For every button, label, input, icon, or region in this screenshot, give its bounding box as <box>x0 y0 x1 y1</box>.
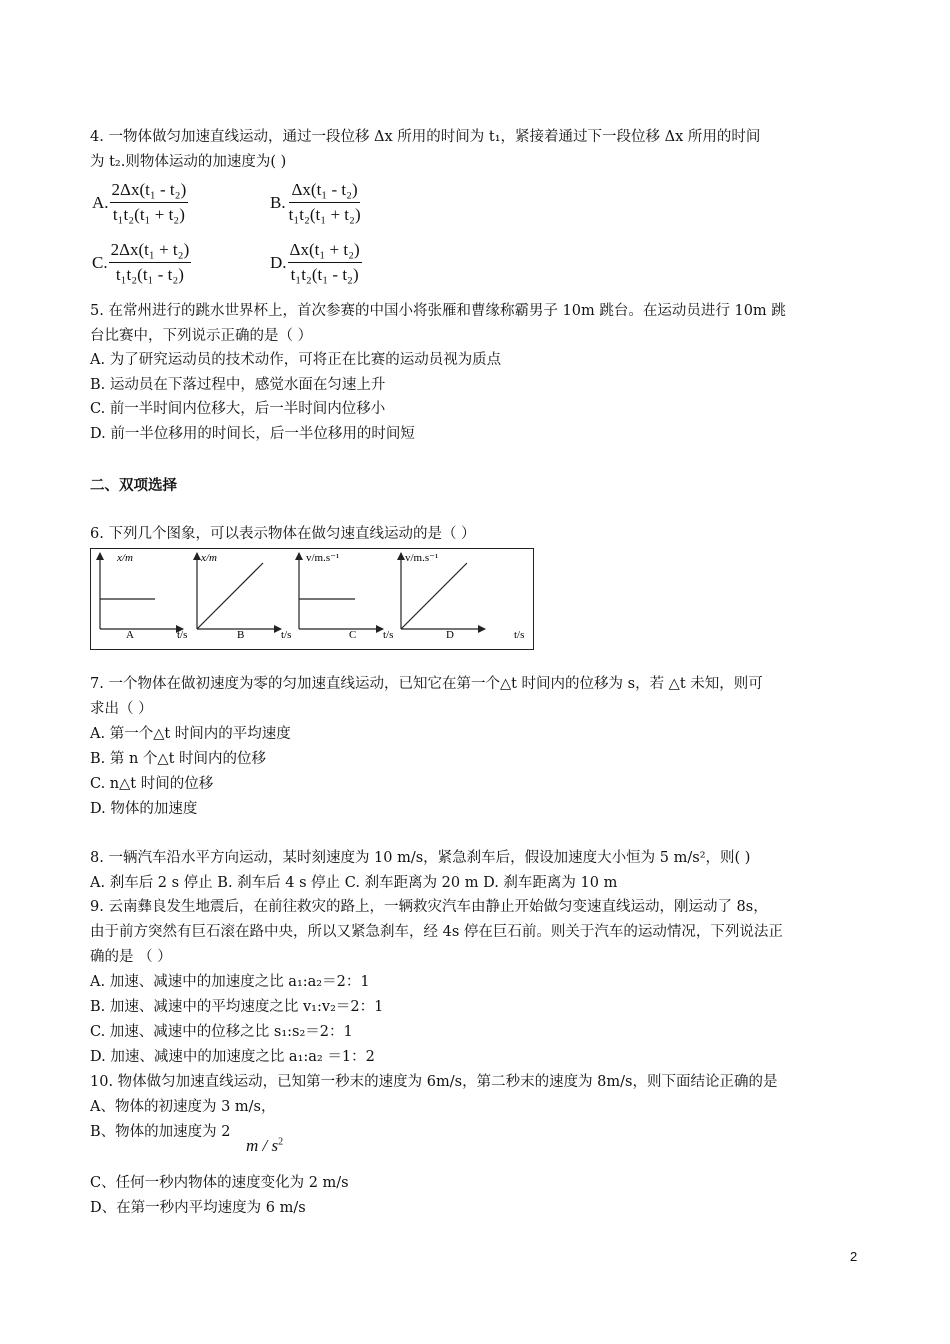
fraction-numerator: Δx(t₁ + t₂) <box>288 240 362 263</box>
graph-a <box>100 552 187 641</box>
graph-b <box>197 552 291 641</box>
graph-d-letter: D <box>446 629 454 641</box>
graph-a-x-label: t/s <box>177 629 188 641</box>
option-label: A. <box>92 192 109 212</box>
q10-stem: 10. 物体做匀加速直线运动，已知第一秒末的速度为 6m/s，第二秒末的速度为 8m/s，则下面结论正确的是 <box>90 1074 778 1090</box>
q9-stem-line3: 确的是 （ ） <box>90 949 172 965</box>
fraction-numerator: Δx(t₁ - t₂) <box>289 180 359 203</box>
q4-option-c <box>92 240 191 285</box>
q7-option-a: A. 第一个△t 时间内的平均速度 <box>90 726 291 742</box>
q10-option-b: B、物体的加速度为 2 <box>90 1124 231 1140</box>
graph-b-plot-line <box>197 563 263 629</box>
q9-option-b: B. 加速、减速中的平均速度之比 v₁:v₂＝2：1 <box>90 999 384 1015</box>
q4-option-d <box>270 240 362 285</box>
q5-option-c: C. 前一半时间内位移大，后一半时间内位移小 <box>90 401 386 417</box>
q6-stem: 6. 下列几个图象，可以表示物体在做匀速直线运动的是（ ） <box>90 526 476 542</box>
option-label: B. <box>270 192 286 212</box>
graph-d <box>401 552 524 641</box>
fraction-numerator: 2Δx(t₁ + t₂) <box>109 240 192 263</box>
q5-stem-line2: 台比赛中，下列说示正确的是（ ） <box>90 328 313 344</box>
graph-c <box>299 552 393 641</box>
q6-graphs <box>91 549 533 649</box>
q10-option-c: C、任何一秒内物体的速度变化为 2 m/s <box>90 1175 349 1191</box>
q5-option-a: A. 为了研究运动员的技术动作，可将正在比赛的运动员视为质点 <box>90 352 502 368</box>
fraction-denominator: t₁t₂(t₁ - t₂) <box>290 265 359 284</box>
graph-b-y-label: x/m <box>201 552 217 564</box>
option-label: D. <box>270 252 287 272</box>
q5-option-b: B. 运动员在下落过程中，感觉水面在匀速上升 <box>90 377 386 393</box>
q9-option-c: C. 加速、减速中的位移之比 s₁:s₂＝2：1 <box>90 1024 353 1040</box>
section-heading: 二、双项选择 <box>90 478 177 494</box>
q5-stem-line1: 5. 在常州进行的跳水世界杯上，首次参赛的中国小将张雁和曹缘称霸男子 10m 跳台。在运动员进行 10m 跳 <box>90 303 786 319</box>
graph-d-plot-line <box>401 563 467 629</box>
q9-stem-line2: 由于前方突然有巨石滚在路中央，所以又紧急刹车，经 4s 停在巨石前。则关于汽车的运动情况，下列说法正 <box>90 924 783 940</box>
q7-option-b: B. 第 n 个△t 时间内的位移 <box>90 751 267 767</box>
q7-stem-line2: 求出（ ） <box>90 701 153 717</box>
graph-b-letter: B <box>237 629 245 641</box>
q9-option-d: D. 加速、减速中的加速度之比 a₁:a₂ ＝1：2 <box>90 1049 375 1065</box>
q7-stem-line1: 7. 一个物体在做初速度为零的匀加速直线运动，已知它在第一个△t 时间内的位移为 s，若 △t 未知，则可 <box>90 676 763 692</box>
page-number: 2 <box>850 1249 858 1264</box>
graph-a-letter: A <box>126 629 134 641</box>
fraction-denominator: t₁t₂(t₁ + t₂) <box>288 205 361 224</box>
q8-options: A. 刹车后 2 s 停止 B. 刹车后 4 s 停止 C. 刹车距离为 20 m D. 刹车距离为 10 m <box>90 875 618 891</box>
q7-option-c: C. n△t 时间的位移 <box>90 776 214 792</box>
q10-option-b-unit <box>246 1136 283 1156</box>
graph-c-x-label: t/s <box>383 629 394 641</box>
graph-b-x-label: t/s <box>281 629 292 641</box>
q4-stem-line2: 为 t₂.则物体运动的加速度为( ) <box>90 154 287 170</box>
q4-stem-line1: 4. 一物体做匀加速直线运动，通过一段位移 Δx 所用的时间为 t₁，紧接着通过下一段位移 Δx 所用的时间 <box>90 129 761 145</box>
fraction-denominator: t₁t₂(t₁ - t₂) <box>115 265 184 284</box>
q10-option-d: D、在第一秒内平均速度为 6 m/s <box>90 1200 306 1216</box>
unit-text: m / s <box>246 1136 279 1155</box>
q4-option-b <box>270 180 363 225</box>
graph-c-y-label: v/m.s⁻¹ <box>306 552 340 564</box>
q9-stem-line1: 9. 云南彝良发生地震后，在前往救灾的路上，一辆救灾汽车由静止开始做匀变速直线运动，刚运动了 8s， <box>90 899 768 915</box>
q9-option-a: A. 加速、减速中的加速度之比 a₁:a₂＝2：1 <box>90 974 370 990</box>
fraction-denominator: t₁t₂(t₁ + t₂) <box>112 205 185 224</box>
q4-option-a <box>92 180 188 225</box>
q8-stem: 8. 一辆汽车沿水平方向运动，某时刻速度为 10 m/s，紧急刹车后，假设加速度大小恒为 5 m/s²，则( ) <box>90 850 751 866</box>
q5-option-d: D. 前一半位移用的时间长，后一半位移用的时间短 <box>90 426 415 442</box>
graph-c-letter: C <box>349 629 357 641</box>
unit-exponent: 2 <box>278 1136 284 1148</box>
graph-d-y-label: v/m.s⁻¹ <box>405 552 439 564</box>
graph-a-y-label: x/m <box>117 552 133 564</box>
q7-option-d: D. 物体的加速度 <box>90 801 198 817</box>
fraction-numerator: 2Δx(t₁ - t₂) <box>110 180 189 203</box>
q10-option-a: A、物体的初速度为 3 m/s， <box>90 1099 276 1115</box>
graph-d-x-label: t/s <box>514 629 525 641</box>
option-label: C. <box>92 252 108 272</box>
q6-graph-panel <box>90 548 534 650</box>
